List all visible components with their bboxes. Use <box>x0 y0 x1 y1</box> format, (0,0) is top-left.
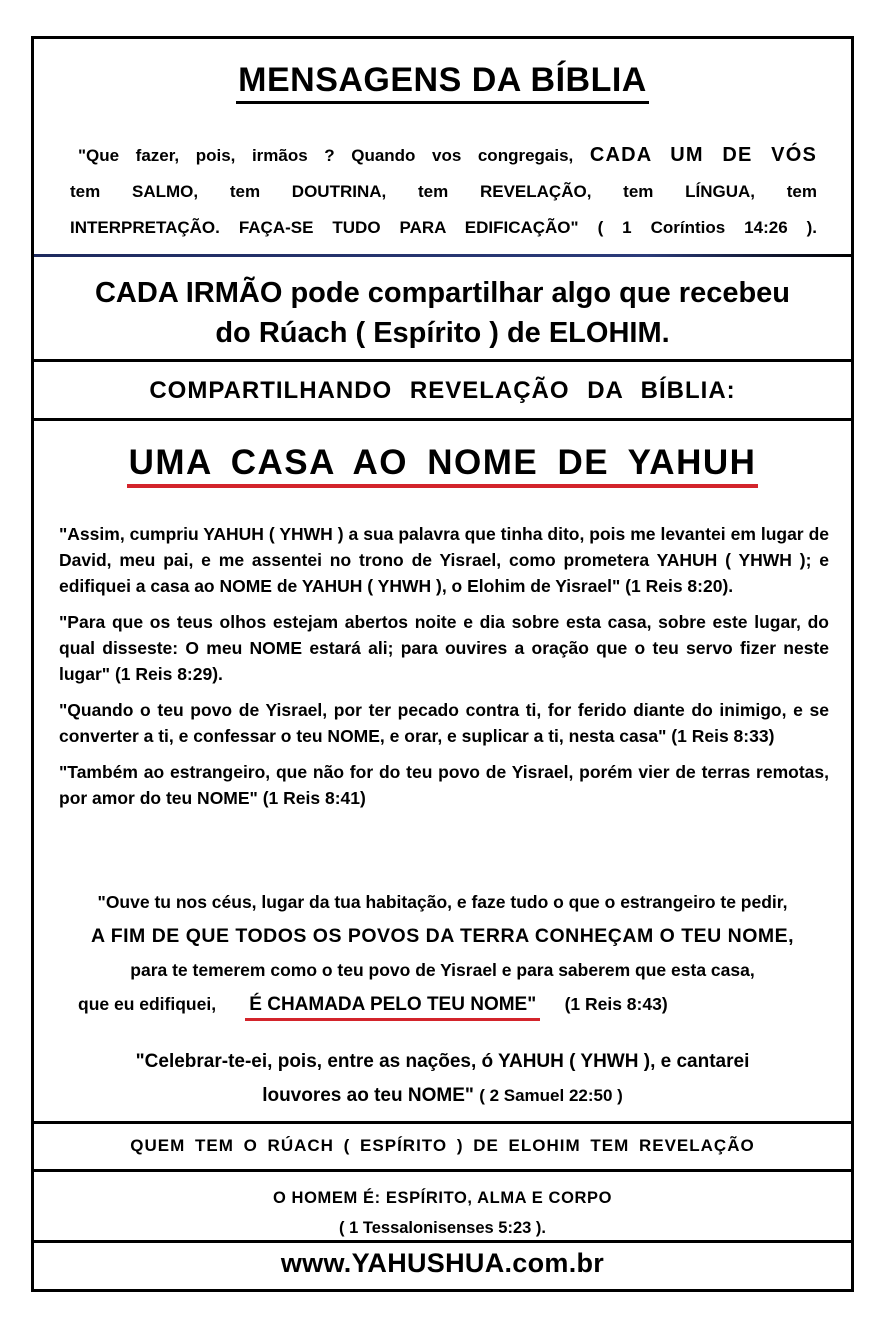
verse5-line-3: para te temerem como o teu povo de Yisrael e para saberem que esta casa, <box>130 960 755 980</box>
verse-1-reis-8-20: "Assim, cumpriu YAHUH ( YHWH ) a sua palavra que tinha dito, pois me levantei em lugar de David, meu pai, e me assentei no trono de Yisrael, como prometera YAHUH ( YHWH ); e edifiquei a casa ao NOME de YAHUH ( YHWH ), o Elohim de Yisrael" (1 Reis 8:20). <box>59 524 829 596</box>
verse-1-reis-8-43 <box>50 885 835 1022</box>
verse5-line-1: "Ouve tu nos céus, lugar da tua habitação, e faze tudo o que o estrangeiro te pedir, <box>97 892 788 912</box>
cada-irmao-line-1: CADA IRMÃO pode compartilhar algo que recebeu <box>94 277 791 309</box>
intro-line-3 <box>70 210 817 246</box>
homem-reference: ( 1 Tessalonisenses 5:23 ). <box>339 1219 546 1237</box>
divider <box>34 1121 851 1124</box>
divider <box>34 418 851 421</box>
intro-line-1 <box>70 137 817 174</box>
main-title-text: UMA CASA AO NOME DE YAHUH <box>127 443 759 488</box>
intro-reference: ( 1 Coríntios 14:26 ). <box>597 218 817 237</box>
verse5-line-4 <box>50 987 835 1022</box>
verse6-line-1: "Celebrar-te-ei, pois, entre as nações, ó YAHUH ( YHWH ), e cantarei <box>135 1051 750 1072</box>
section-heading: COMPARTILHANDO REVELAÇÃO DA BÍBLIA: <box>149 377 736 404</box>
verse-1-reis-8-29: "Para que os teus olhos estejam abertos noite e dia sobre esta casa, sobre este lugar, do qual disseste: O meu NOME estará ali; para ouvires a oração que o teu servo fizer neste lugar" (1 Reis 8:29). <box>59 612 829 684</box>
page-title-text: MENSAGENS DA BÍBLIA <box>236 61 649 104</box>
verse5-line-2-emphasis: A FIM DE QUE TODOS OS POVOS DA TERRA CONHEÇAM O TEU NOME, <box>90 925 795 947</box>
homem-statement <box>34 1183 851 1243</box>
intro-line-3-text: INTERPRETAÇÃO. FAÇA-SE TUDO PARA EDIFICAÇÃO" <box>70 218 579 237</box>
divider <box>34 359 851 362</box>
website-link[interactable]: www.YAHUSHUA.com.br <box>280 1248 605 1278</box>
verse5-chamada-emphasis: É CHAMADA PELO TEU NOME" <box>245 994 540 1021</box>
page-title <box>34 61 851 100</box>
verse-2-samuel-22-50 <box>34 1045 851 1113</box>
divider-blue <box>34 254 851 257</box>
verse-1-reis-8-41: "Também ao estrangeiro, que não for do teu povo de Yisrael, porém vier de terras remotas, por amor do teu NOME" (1 Reis 8:41) <box>59 762 829 808</box>
verse5-reference: (1 Reis 8:43) <box>564 994 668 1014</box>
intro-line-1-text: "Que fazer, pois, irmãos ? Quando vos congregais, <box>78 146 574 165</box>
page-frame <box>31 36 854 1292</box>
intro-line-1-emphasis: CADA UM DE VÓS <box>589 144 818 166</box>
main-title <box>34 443 851 483</box>
quem-tem-statement: QUEM TEM O RÚACH ( ESPÍRITO ) DE ELOHIM TEM REVELAÇÃO <box>130 1136 755 1155</box>
verse6-reference: ( 2 Samuel 22:50 ) <box>479 1086 623 1105</box>
intro-quote <box>70 137 817 246</box>
divider <box>34 1240 851 1243</box>
homem-line: O HOMEM É: ESPÍRITO, ALMA E CORPO <box>272 1189 613 1207</box>
divider <box>34 1169 851 1172</box>
verse6-line-2-text: louvores ao teu NOME" <box>262 1085 474 1106</box>
verse6-line-2 <box>34 1079 851 1113</box>
verse-1-reis-8-33: "Quando o teu povo de Yisrael, por ter pecado contra ti, for ferido diante do inimigo, e se converter a ti, e confessar o teu NOME, e orar, e suplicar a ti, nesta casa" (1 Reis 8:33) <box>59 700 829 746</box>
cada-irmao-line-2: do Rúach ( Espírito ) de ELOHIM. <box>215 317 670 349</box>
verse5-line-4-text: que eu edifiquei, <box>78 994 217 1014</box>
verses-list <box>59 521 829 821</box>
cada-irmao-statement <box>52 273 833 353</box>
intro-line-2: tem SALMO, tem DOUTRINA, tem REVELAÇÃO, tem LÍNGUA, tem <box>70 182 817 201</box>
